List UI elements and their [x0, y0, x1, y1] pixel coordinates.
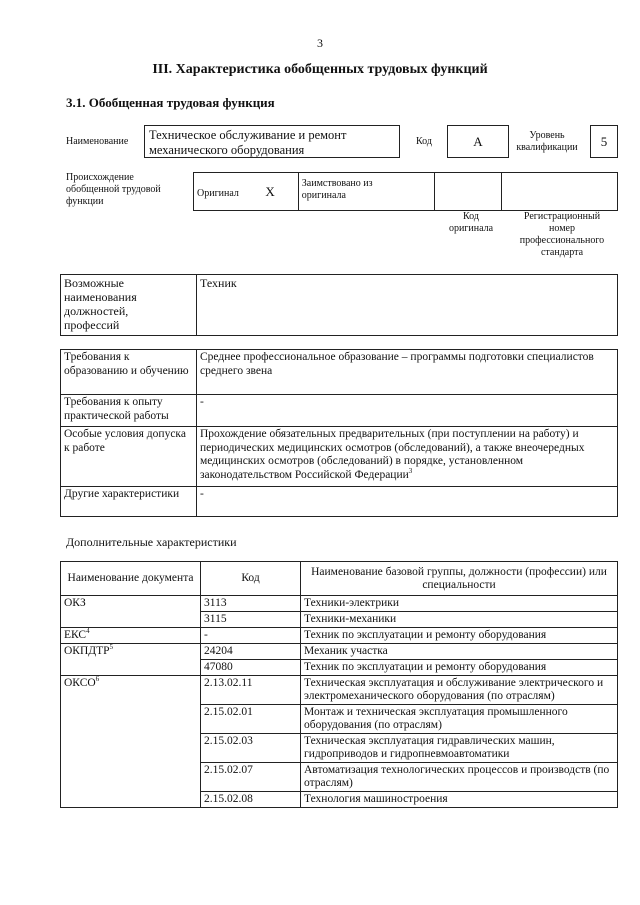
add-name-cell: Автоматизация технологических процессов и производств (по отраслям) — [301, 763, 618, 792]
origin-original-label: Оригинал — [197, 187, 239, 199]
add-header-doc: Наименование документа — [61, 562, 201, 596]
add-header-code: Код — [201, 562, 301, 596]
add-doc-name: ЕКС — [64, 629, 87, 641]
level-value: 5 — [600, 134, 608, 149]
additional-table — [60, 561, 618, 808]
requirements-table — [60, 349, 618, 517]
add-name-cell: Механик участка — [301, 644, 618, 660]
code-value-box — [447, 125, 509, 158]
code-label: Код — [416, 136, 432, 147]
add-code-cell: 2.15.02.03 — [201, 734, 301, 763]
add-name-cell: Монтаж и техническая эксплуатация промышленного оборудования (по отраслям) — [301, 705, 618, 734]
origin-label-line1: Происхождение — [66, 172, 134, 183]
add-doc-name: ОКЗ — [64, 597, 86, 609]
add-name-cell: Техник по эксплуатации и ремонту оборудования — [301, 628, 618, 644]
positions-label-line2: наименования — [64, 290, 137, 304]
req-value-experience: - — [197, 395, 618, 427]
positions-label-line3: должностей, — [64, 304, 129, 318]
req-value-conditions: Прохождение обязательных предварительных (при поступлении на работу) и периодических медицинских осмотров (обследований), а также внеочередных медицинских осмотров (обследований) в порядке, установленном законодательством Российской Федерации — [200, 428, 585, 481]
origin-borrowed-line2: оригинала — [301, 190, 346, 201]
name-value-line1: Техническое обслуживание и ремонт — [149, 128, 347, 142]
code-value: А — [473, 134, 483, 149]
add-code-cell: 24204 — [201, 644, 301, 660]
add-doc-cell — [61, 676, 201, 808]
reg-line1: Регистрационный — [523, 211, 601, 222]
positions-label-cell — [61, 275, 197, 336]
table-row — [61, 628, 618, 644]
req-value-conditions-cell — [197, 427, 618, 487]
add-name-cell: Техническая эксплуатация и обслуживание электрического и электромеханического оборудования (по отраслям) — [301, 676, 618, 705]
code-original-line1: Код — [463, 211, 479, 222]
req-label-other: Другие характеристики — [61, 487, 197, 517]
add-name-cell: Техническая эксплуатация гидравлических машин, гидроприводов и гидропневмоавтоматики — [301, 734, 618, 763]
origin-table — [193, 172, 618, 211]
name-value-line2: механического оборудования — [149, 143, 305, 157]
reg-number-caption — [506, 211, 618, 259]
name-value-box — [144, 125, 400, 158]
code-original-caption — [437, 211, 505, 235]
origin-label-line2: обобщенной трудовой — [66, 184, 161, 195]
add-code-cell: 3115 — [201, 612, 301, 628]
origin-code-cell — [434, 173, 502, 211]
origin-reg-cell — [502, 173, 618, 211]
origin-original-cell — [194, 173, 299, 211]
add-code-cell: 2.15.02.01 — [201, 705, 301, 734]
add-doc-sup: 6 — [95, 675, 100, 684]
add-name-cell: Техники-электрики — [301, 596, 618, 612]
origin-label-line3: функции — [66, 196, 104, 207]
positions-value: Техник — [197, 275, 618, 336]
reg-line2: номер — [549, 223, 575, 234]
table-row — [61, 596, 618, 612]
level-value-box — [590, 125, 618, 158]
name-label: Наименование — [66, 136, 129, 147]
additional-characteristics-label: Дополнительные характеристики — [66, 535, 237, 549]
additional-table-body — [61, 596, 618, 808]
req-label-conditions: Особые условия допуска к работе — [61, 427, 197, 487]
origin-label — [66, 172, 161, 208]
add-doc-name: ОКСО — [64, 677, 96, 689]
req-label-education: Требования к образованию и обучению — [61, 350, 197, 395]
req-value-education: Среднее профессиональное образование – программы подготовки специалистов среднего звена — [197, 350, 618, 395]
add-name-cell: Техник по эксплуатации и ремонту оборудования — [301, 660, 618, 676]
level-label-line2: квалификации — [516, 142, 578, 153]
table-row — [61, 676, 618, 705]
add-doc-cell — [61, 644, 201, 676]
page-number: 3 — [317, 36, 323, 50]
subsection-title: 3.1. Обобщенная трудовая функция — [66, 95, 275, 110]
origin-borrowed-line1: Заимствовано из — [301, 178, 373, 189]
reg-line3: профессионального — [519, 235, 605, 246]
add-doc-cell — [61, 628, 201, 644]
positions-table — [60, 274, 618, 336]
add-code-cell: 3113 — [201, 596, 301, 612]
add-code-cell: 2.15.02.08 — [201, 792, 301, 808]
positions-label-line4: профессий — [64, 318, 120, 332]
section-title: III. Характеристика обобщенных трудовых функций — [152, 62, 488, 77]
add-code-cell: 2.15.02.07 — [201, 763, 301, 792]
req-conditions-sup: 3 — [408, 466, 413, 475]
code-original-line2: оригинала — [448, 223, 494, 234]
req-value-other: - — [197, 487, 618, 517]
add-code-cell: 2.13.02.11 — [201, 676, 301, 705]
add-doc-name: ОКПДТР — [64, 645, 110, 657]
level-label-line1: Уровень — [529, 130, 565, 141]
add-code-cell: - — [201, 628, 301, 644]
origin-borrowed-cell — [298, 173, 434, 211]
add-header-name: Наименование базовой группы, должности (профессии) или специальности — [301, 562, 618, 596]
origin-original-mark: Х — [265, 183, 275, 199]
req-label-experience: Требования к опыту практической работы — [61, 395, 197, 427]
add-doc-sup: 5 — [109, 643, 114, 652]
add-name-cell: Техники-механики — [301, 612, 618, 628]
add-doc-sup: 4 — [86, 627, 90, 636]
table-row — [61, 644, 618, 660]
add-name-cell: Технология машиностроения — [301, 792, 618, 808]
level-label — [514, 130, 580, 154]
positions-label-line1: Возможные — [64, 276, 124, 290]
reg-line4: стандарта — [540, 247, 584, 258]
add-doc-cell — [61, 596, 201, 628]
add-code-cell: 47080 — [201, 660, 301, 676]
